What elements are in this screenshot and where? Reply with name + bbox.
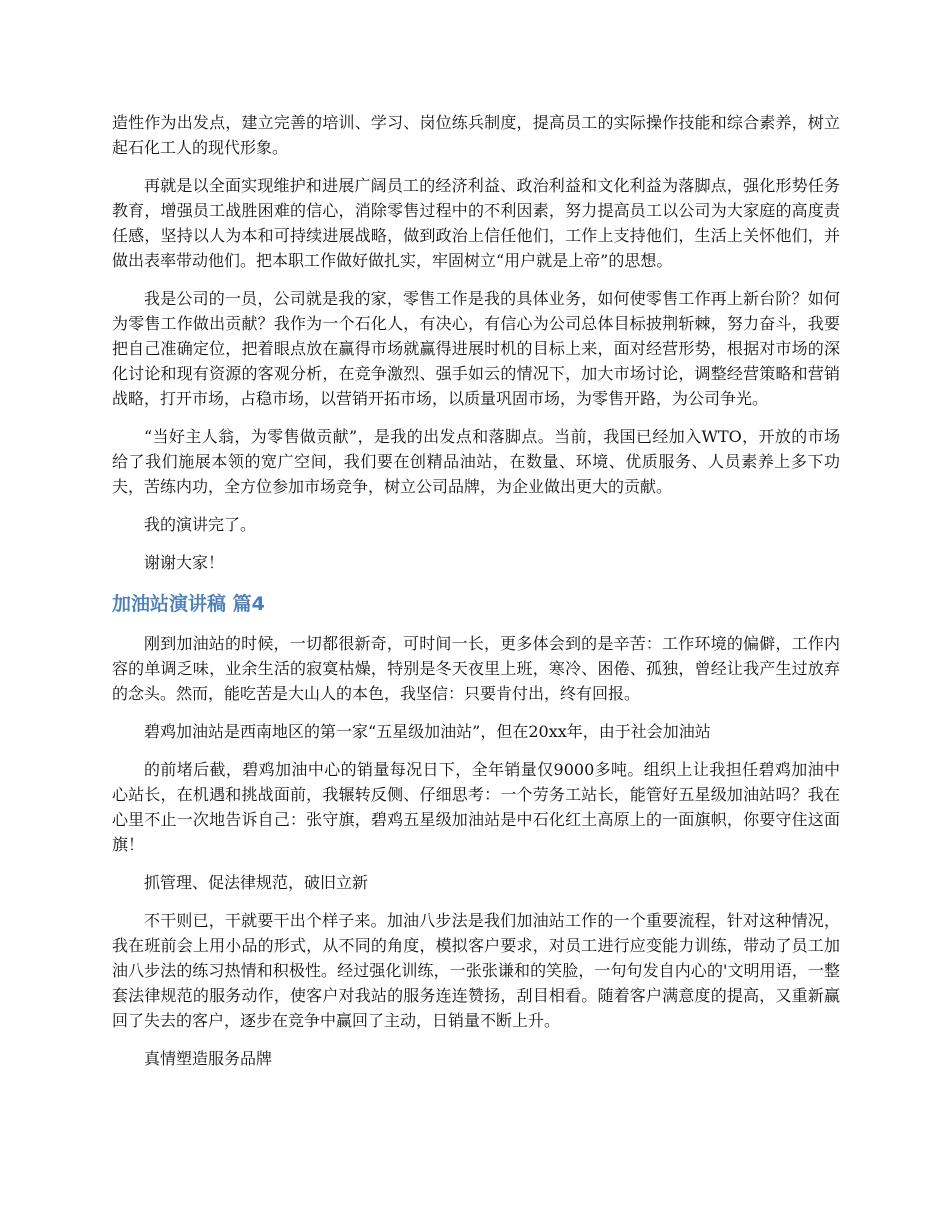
paragraph-be-good-master: “当好主人翁，为零售做贡献”，是我的出发点和落脚点。当前，我国已经加入WTO，开放的市场给了我们施展本领的宽广空间，我们要在创精品油站，在数量、环境、优质服务、人员素养上多下功夫，苦练内功，全方位参加市场竞争，树立公司品牌，为企业做出更大的贡献。 xyxy=(112,427,840,496)
paragraph-company-member: 我是公司的一员，公司就是我的家，零售工作是我的具体业务，如何使零售工作再上新台阶？如何为零售工作做出贡献？我作为一个石化人，有决心，有信心为公司总体目标披荆斩棘，努力奋斗，我要把自己准确定位，把着眼点放在赢得市场就赢得进展时机的目标上来，面对经营形势，根据对市场的深化讨论和现有资源的客观分析，在竞争激烈、强手如云的情况下，加大市场讨论，调整经营策略和营销战略，打开市场，占稳市场，以营销开拓市场，以质量巩固市场，为零售开路，为公司争光。 xyxy=(112,289,840,408)
section-heading: 加油站演讲稿 篇4 xyxy=(112,593,265,615)
paragraph-service-brand-subtitle: 真情塑造服务品牌 xyxy=(144,1049,273,1068)
paragraph-eight-steps: 不干则已，干就要干出个样子来。加油八步法是我们加油站工作的一个重要流程，针对这种情况，我在班前会上用小品的形式，从不同的角度，模拟客户要求，对员工进行应变能力训练，带动了员工加油八步法的练习热情和积极性。经过强化训练，一张张谦和的笑脸，一句句发自内心的'文明用语，一整套法律规范的服务动作，使客户对我站的服务连连赞扬，刮目相看。随着客户满意度的提高，又重新赢回了失去的客户，逐步在竞争中赢回了主动，日销量不断上升。 xyxy=(112,911,840,1030)
paragraph-continuation: 造性作为出发点，建立完善的培训、学习、岗位练兵制度，提高员工的实际操作技能和综合素养，树立起石化工人的现代形象。 xyxy=(112,113,840,157)
paragraph-employee-interests: 再就是以全面实现维护和进展广阔员工的经济利益、政治利益和文化利益为落脚点，强化形势任务教育，增强员工战胜困难的信心，消除零售过程中的不利因素，努力提高员工以公司为大家庭的高度责任感，坚持以人为本和可持续进展战略，做到政治上信任他们，工作上支持他们，生活上关怀他们，并做出表率带动他们。把本职工作做好做扎实，牢固树立“用户就是上帝”的思想。 xyxy=(112,176,840,270)
paragraph-arrival: 刚到加油站的时候，一切都很新奇，可时间一长，更多体会到的是辛苦：工作环境的偏僻，工作内容的单调乏味，业余生活的寂寞枯燥，特别是冬天夜里上班，寒冷、困倦、孤独，曾经让我产生过放弃的念头。然而，能吃苦是大山人的本色，我坚信：只要肯付出，终有回报。 xyxy=(112,634,840,703)
paragraph-management-subtitle: 抓管理、促法律规范，破旧立新 xyxy=(144,873,369,892)
paragraph-thanks: 谢谢大家！ xyxy=(144,553,225,572)
document-page xyxy=(112,110,840,1084)
paragraph-biji-station: 碧鸡加油站是西南地区的第一家“五星级加油站”，但在20xx年，由于社会加油站 xyxy=(144,722,711,741)
paragraph-speech-finished: 我的演讲完了。 xyxy=(144,515,257,534)
paragraph-sales-decline: 的前堵后截，碧鸡加油中心的销量每况日下，全年销量仅9000多吨。组织上让我担任碧鸡加油中心站长，在机遇和挑战面前，我辗转反侧、仔细思考：一个劳务工站长，能管好五星级加油站吗？我在心里不止一次地告诉自己：张守旗，碧鸡五星级加油站是中石化红土高原上的一面旗帜，你要守住这面旗！ xyxy=(112,760,840,854)
